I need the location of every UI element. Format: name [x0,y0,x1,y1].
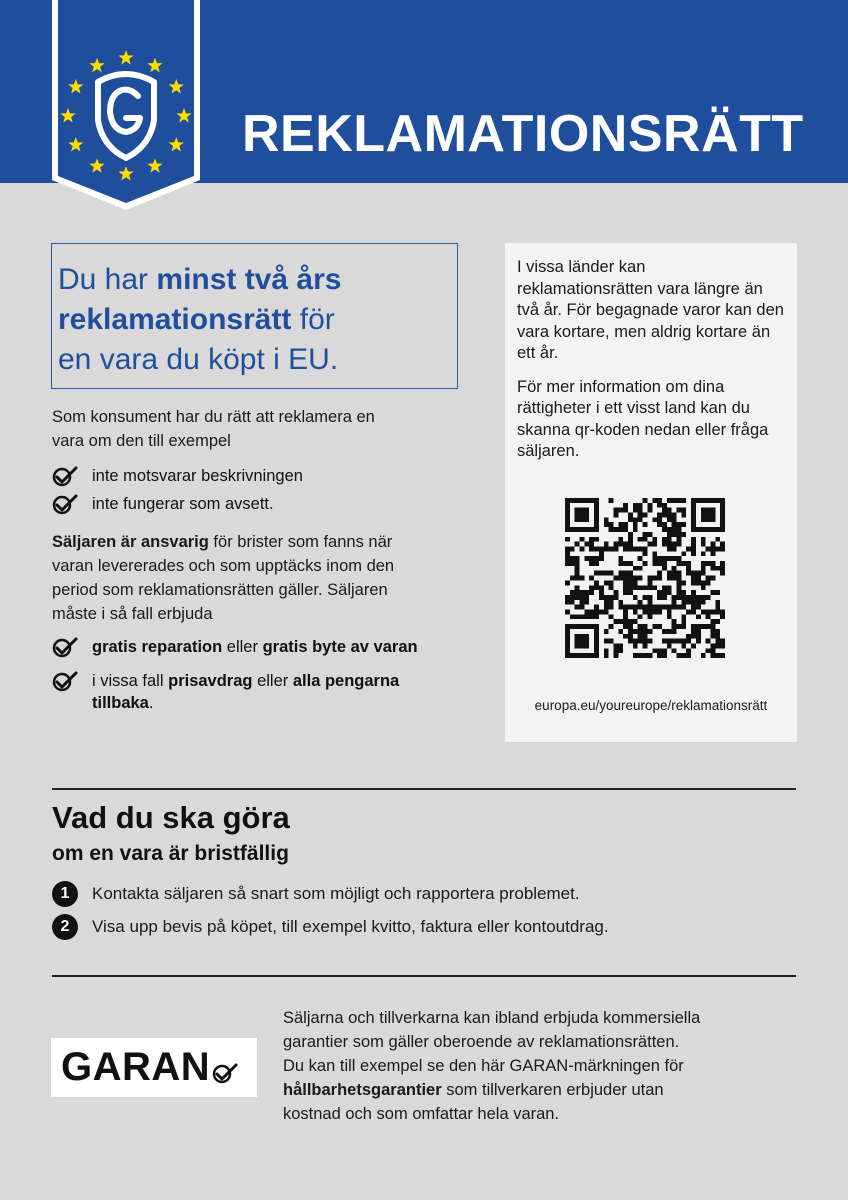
info-text-more: För mer information om dina rättigheter i ett visst land kan du skanna qr-koden nedan eller fråga säljaren. [517,377,769,460]
info-url[interactable]: europa.eu/youreurope/reklamationsrätt [534,698,768,713]
info-box [505,243,797,742]
step-number: 2 [52,914,78,940]
qr-code-icon[interactable] [565,498,725,658]
divider [52,788,796,790]
section-title: Vad du ska göra [52,800,290,835]
divider [52,975,796,977]
step-number: 1 [52,881,78,907]
seller-responsibility-text: Säljaren är ansvarig för brister som fanns när varan levererades och som upptäcks inom den period som reklamationsrätten gäller. Säljaren måste i så fall erbjuda [52,533,395,623]
check-icon [212,1062,238,1084]
garan-logo: GARAN [51,1038,257,1097]
headline-box [51,243,458,389]
remedy-item: i vissa fall prisavdrag eller alla pengarna tillbaka. [52,670,399,714]
page-title: REKLAMATIONSRÄTT [242,105,804,163]
condition-item: inte fungerar som avsett. [52,493,274,515]
intro-text: Som konsument har du rätt att reklamera en vara om den till exempel [52,408,375,450]
garan-description: Säljarna och tillverkarna kan ibland erbjuda kommersiella garantier som gäller oberoende av reklamationsrätten. Du kan till exempel se den här GARAN-märkningen för hållbarhetsgarantier som tillverkaren erbjuder utan kostnad och som omfattar hela varan. [283,1009,701,1123]
check-icon [52,670,78,692]
step-item: 2 Visa upp bevis på köpet, till exempel kvitto, faktura eller kontoutdrag. [52,914,609,940]
check-icon [52,493,78,515]
remedy-item: gratis reparation eller gratis byte av varan [52,636,418,658]
section-subtitle: om en vara är bristfällig [52,842,289,865]
eu-shield-logo-icon [50,0,202,212]
check-icon [52,465,78,487]
headline: Du har minst två års reklamationsrätt för en vara du köpt i EU. [58,263,342,376]
condition-item: inte motsvarar beskrivningen [52,465,303,487]
step-item: 1 Kontakta säljaren så snart som möjligt och rapportera problemet. [52,881,580,907]
info-text-duration: I vissa länder kan reklamationsrätten vara längre än två år. För begagnade varor kan den vara kortare, men aldrig kortare än ett år. [517,258,784,362]
check-icon [52,636,78,658]
